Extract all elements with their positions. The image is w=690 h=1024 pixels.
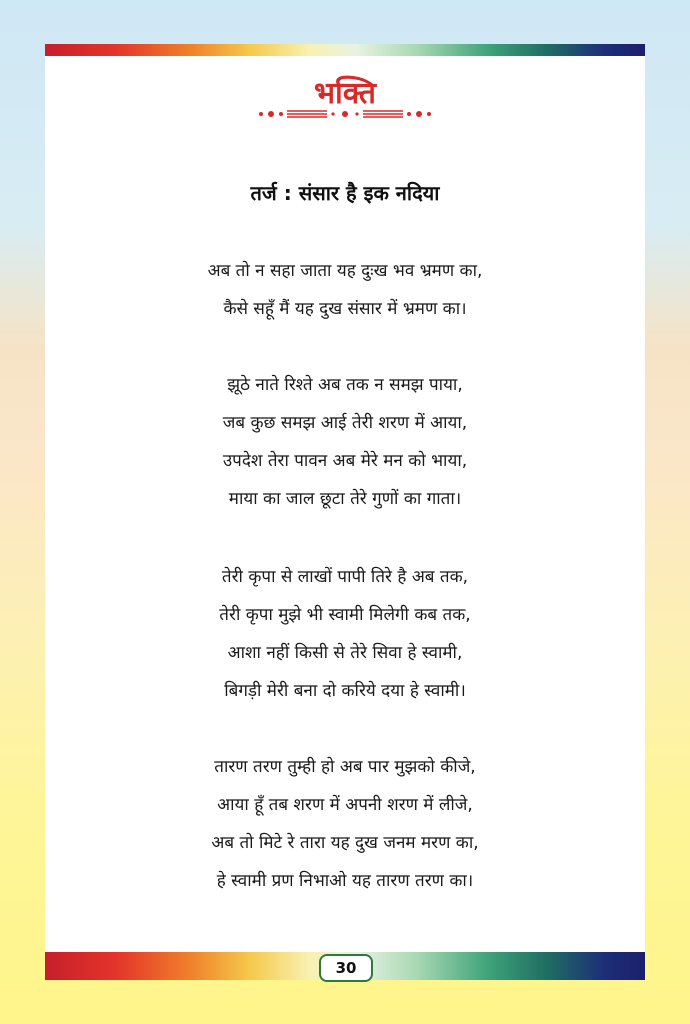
page-number: 30 bbox=[319, 954, 373, 982]
tune-subtitle: तर्ज : संसार है इक नदिया bbox=[250, 181, 440, 205]
title-ornament bbox=[257, 106, 433, 122]
verse-2 bbox=[45, 366, 645, 518]
verse-line: बिगड़ी मेरी बना दो करिये दया हे स्वामी। bbox=[224, 681, 466, 701]
verse-line: आशा नहीं किसी से तेरे सिवा हे स्वामी, bbox=[227, 643, 463, 663]
verse-line: अब तो मिटे रे तारा यह दुख जनम मरण का, bbox=[211, 833, 479, 853]
verse-line: तेरी कृपा से लाखों पापी तिरे है अब तक, bbox=[221, 567, 469, 587]
verse-1 bbox=[45, 252, 645, 328]
verse-4 bbox=[45, 748, 645, 900]
page-sheet bbox=[45, 44, 645, 980]
verse-line: हे स्वामी प्रण निभाओ यह तारण तरण का। bbox=[216, 871, 474, 891]
verse-line: कैसे सहूँ मैं यह दुख संसार में भ्रमण का। bbox=[223, 299, 467, 319]
verse-3 bbox=[45, 558, 645, 710]
verse-line: आया हूँ तब शरण में अपनी शरण में लीजे, bbox=[217, 795, 473, 815]
verse-line: झूठे नाते रिश्ते अब तक न समझ पाया, bbox=[227, 375, 463, 395]
verse-line: जब कुछ समझ आई तेरी शरण में आया, bbox=[222, 413, 468, 433]
verse-line: तारण तरण तुम्ही हो अब पार मुझको कीजे, bbox=[214, 757, 476, 777]
verse-line: उपदेश तेरा पावन अब मेरे मन को भाया, bbox=[222, 451, 468, 471]
verse-line: तेरी कृपा मुझे भी स्वामी मिलेगी कब तक, bbox=[219, 605, 471, 625]
top-color-band bbox=[45, 44, 645, 56]
page-title: भक्ति bbox=[313, 76, 377, 111]
verse-line: माया का जाल छूटा तेरे गुणों का गाता। bbox=[228, 489, 462, 509]
verse-line: अब तो न सहा जाता यह दुःख भव भ्रमण का, bbox=[207, 261, 483, 281]
